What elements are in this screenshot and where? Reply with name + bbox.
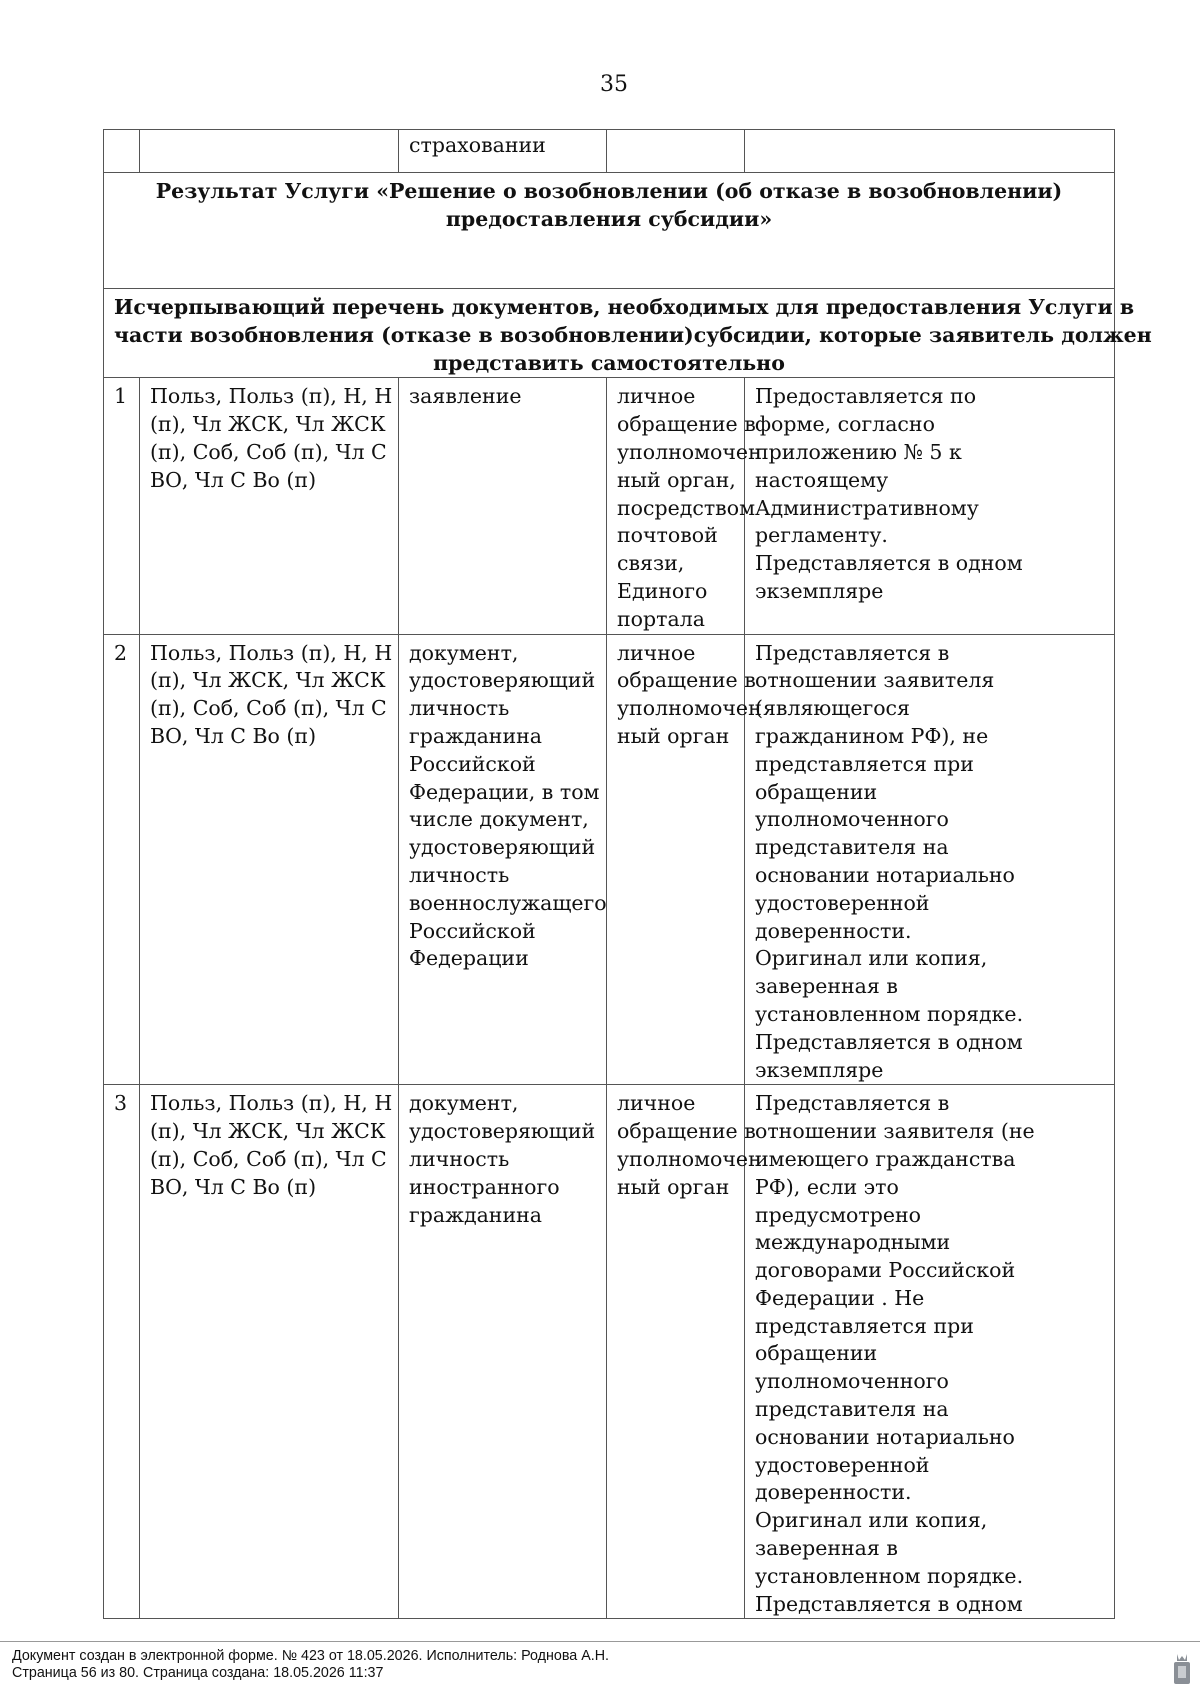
cell-num: 3 <box>104 1085 140 1619</box>
cell-notes-line: Представляется в <box>755 1091 950 1116</box>
cell-num <box>104 130 140 173</box>
cell-notes-line: договорами Российской <box>755 1258 1016 1283</box>
cell-document-line: числе документ, <box>409 807 589 832</box>
footer-line-2: Страница 56 из 80. Страница создана: 18.05.2026 11:37 <box>12 1664 384 1681</box>
cell-applicants-line: ВО, Чл С Во (п) <box>150 467 317 492</box>
cell-notes-line: обращении <box>755 1341 878 1366</box>
cell-notes-line: Федерации . Не <box>755 1285 925 1310</box>
cell-method-line: почтовой <box>617 523 718 548</box>
cell-notes-line: РФ), если это <box>755 1174 899 1199</box>
cell-applicants-line: Польз, Польз (п), Н, Н <box>150 640 393 665</box>
cell-method-line: ный орган <box>617 1174 730 1199</box>
cell-method-line: личное <box>617 640 696 665</box>
footer <box>12 1648 609 1681</box>
cell-notes-line: удостоверенной <box>755 1452 930 1477</box>
list-heading-row <box>104 289 1115 378</box>
cell-notes-line: экземпляре <box>755 578 884 603</box>
cell-notes-line: отношении заявителя <box>755 668 995 693</box>
cell-notes-line: основании нотариально <box>755 1424 1015 1449</box>
cell-applicants-line: Польз, Польз (п), Н, Н <box>150 384 393 409</box>
cell-notes-line: основании нотариально <box>755 862 1015 887</box>
cell-document-line: Федерации <box>409 946 529 971</box>
cell-method <box>607 130 745 173</box>
cell-applicants <box>140 1085 399 1619</box>
cell-notes-line: представителя на <box>755 835 949 860</box>
cell-document-line: удостоверяющий <box>409 1119 596 1144</box>
cell-notes <box>745 1085 1115 1619</box>
cell-document <box>399 634 607 1085</box>
cell-notes-line: установленном порядке. <box>755 1563 1024 1588</box>
cell-applicants-line: (п), Соб, Соб (п), Чл С <box>150 439 387 464</box>
cell-document-line: документ, <box>409 640 519 665</box>
cell-notes-line: заверенная в <box>755 1536 898 1561</box>
cell-document-line: Российской <box>409 918 536 943</box>
cell-applicants-line: (п), Соб, Соб (п), Чл С <box>150 1146 387 1171</box>
cell-method-line: ный орган <box>617 723 730 748</box>
cell-notes-line: форме, согласно <box>755 412 935 437</box>
cell-method-line: уполномочен <box>617 696 762 721</box>
cell-notes-line: Представляется в одном <box>755 1029 1023 1054</box>
cell-method-line: посредством <box>617 495 756 520</box>
cell-document-line: Федерации, в том <box>409 779 600 804</box>
cell-document <box>399 378 607 634</box>
cell-document-line: удостоверяющий <box>409 668 596 693</box>
cell-method-line: Единого <box>617 578 708 603</box>
cell-notes-line: представителя на <box>755 1397 949 1422</box>
cell-applicants-line: ВО, Чл С Во (п) <box>150 723 317 748</box>
cell-method-line: личное <box>617 384 696 409</box>
cell-method-line: обращение в <box>617 412 756 437</box>
cell-notes <box>745 130 1115 173</box>
table-row <box>104 634 1115 1085</box>
cell-notes-line: уполномоченного <box>755 807 949 832</box>
cell-method-line: уполномочен <box>617 439 762 464</box>
continuation-row <box>104 130 1115 173</box>
table-row <box>104 378 1115 634</box>
cell-document-line: документ, <box>409 1091 519 1116</box>
cell-notes <box>745 378 1115 634</box>
cell-method-line: ный орган, <box>617 467 736 492</box>
cell-num: 2 <box>104 634 140 1085</box>
cell-applicants-line: ВО, Чл С Во (п) <box>150 1174 317 1199</box>
cell-notes-line: Представляется в одном <box>755 1591 1023 1616</box>
cell-notes-line: представляется при <box>755 751 974 776</box>
cell-method-line: уполномочен <box>617 1146 762 1171</box>
result-heading: Результат Услуги «Решение о возобновлении (об отказе в возобновлении) предоставления субсидии» <box>104 173 1115 289</box>
cell-method-line: личное <box>617 1091 696 1116</box>
cell-notes <box>745 634 1115 1085</box>
cell-notes-line: отношении заявителя (не <box>755 1119 1035 1144</box>
emblem-icon <box>1172 1648 1192 1686</box>
cell-document-line: военнослужащего <box>409 890 607 915</box>
cell-applicants-line: Польз, Польз (п), Н, Н <box>150 1091 393 1116</box>
cell-method <box>607 634 762 1085</box>
cell-notes-line: настоящему <box>755 467 889 492</box>
cell-document-line: личность <box>409 1146 510 1171</box>
cell-applicants-line: (п), Чл ЖСК, Чл ЖСК <box>150 668 386 693</box>
cell-document-line: личность <box>409 696 510 721</box>
cell-notes-line: Представляется в одном <box>755 551 1023 576</box>
cell-document-line: заявление <box>409 384 522 409</box>
table-row <box>104 1085 1115 1619</box>
page-number: 35 <box>600 72 628 97</box>
cell-notes-line: обращении <box>755 779 878 804</box>
footer-line-1: Документ создан в электронной форме. № 423 от 18.05.2026. Исполнитель: Роднова А.Н. <box>12 1648 610 1664</box>
cell-notes-line: международными <box>755 1230 951 1255</box>
cell-method-line: портала <box>617 606 705 631</box>
cell-notes-line: Оригинал или копия, <box>755 946 988 971</box>
cell-document-line: гражданина <box>409 723 542 748</box>
cell-notes-line: заверенная в <box>755 974 898 999</box>
cell-notes-line: гражданином РФ), не <box>755 723 989 748</box>
cell-applicants <box>140 634 399 1085</box>
list-heading: Исчерпывающий перечень документов, необходимых для предоставления Услуги в части возобновления (отказе в возобновлении)субсидии, которые заявитель должен представить самостоятельно <box>104 289 1115 378</box>
cell-method-line: обращение в <box>617 668 756 693</box>
cell-method <box>607 1085 762 1619</box>
cell-document: страховании <box>399 130 607 173</box>
cell-notes-line: установленном порядке. <box>755 1001 1024 1026</box>
cell-notes-line: Оригинал или копия, <box>755 1508 988 1533</box>
cell-document-line: удостоверяющий <box>409 835 596 860</box>
cell-document-line: личность <box>409 862 510 887</box>
cell-notes-line: предусмотрено <box>755 1202 921 1227</box>
cell-method-line: связи, <box>617 551 685 576</box>
cell-notes-line: Административному <box>755 495 979 520</box>
cell-document-line: Российской <box>409 751 536 776</box>
cell-notes-line: Представляется в <box>755 640 950 665</box>
cell-method-line: обращение в <box>617 1119 756 1144</box>
result-heading-row <box>104 173 1115 289</box>
cell-notes-line: приложению № 5 к <box>755 439 962 464</box>
cell-notes-line: доверенности. <box>755 1480 912 1505</box>
cell-notes-line: доверенности. <box>755 918 912 943</box>
cell-notes-line: (являющегося <box>755 696 910 721</box>
documents-table <box>103 129 1152 1619</box>
cell-notes-line: уполномоченного <box>755 1369 949 1394</box>
cell-method <box>607 378 762 634</box>
cell-document-line: иностранного <box>409 1174 560 1199</box>
document-rows <box>104 378 1115 1619</box>
cell-notes-line: регламенту. <box>755 523 888 548</box>
cell-applicants-line: (п), Соб, Соб (п), Чл С <box>150 696 387 721</box>
cell-applicants-line: (п), Чл ЖСК, Чл ЖСК <box>150 412 386 437</box>
cell-document-line: гражданина <box>409 1202 542 1227</box>
footer-divider <box>0 1641 1200 1642</box>
cell-applicants-line: (п), Чл ЖСК, Чл ЖСК <box>150 1119 386 1144</box>
cell-notes-line: представляется при <box>755 1313 974 1338</box>
cell-applicants <box>140 378 399 634</box>
cell-num: 1 <box>104 378 140 634</box>
cell-document <box>399 1085 607 1619</box>
cell-notes-line: экземпляре <box>755 1057 884 1082</box>
cell-notes-line: Предоставляется по <box>755 384 977 409</box>
cell-notes-line: имеющего гражданства <box>755 1146 1016 1171</box>
cell-applicants <box>140 130 399 173</box>
cell-notes-line: удостоверенной <box>755 890 930 915</box>
